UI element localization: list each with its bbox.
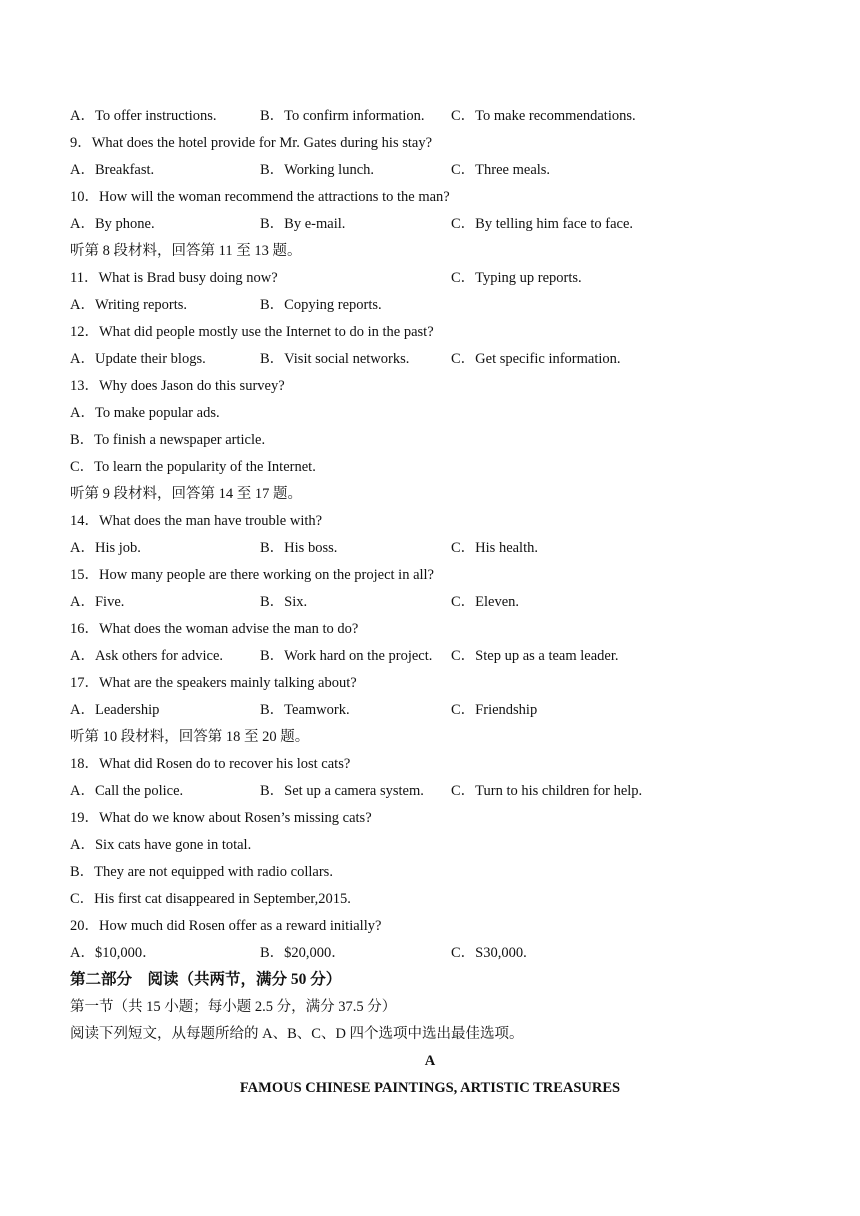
question-10: 10．How will the woman recommend the attractions to the man? <box>70 189 450 205</box>
option-c: C．His health. <box>451 540 538 556</box>
option-c: C．S30,000. <box>451 945 527 961</box>
passage-title: FAMOUS CHINESE PAINTINGS, ARTISTIC TREASURES <box>239 1080 621 1096</box>
question-text: 11．What is Brad busy doing now? <box>70 270 278 286</box>
option-b: B．By e-mail. <box>260 216 346 232</box>
option-a: A．Five. <box>70 594 125 610</box>
option-a: A．His job. <box>70 540 141 556</box>
option-b: B．Six. <box>260 594 308 610</box>
option-a: A．Ask others for advice. <box>70 648 224 664</box>
option-b-13: B．To finish a newspaper article. <box>70 432 266 448</box>
option-c: C．Turn to his children for help. <box>451 783 643 799</box>
option-c: C．Get specific information. <box>451 351 621 367</box>
option-a: A．To offer instructions. <box>70 108 217 124</box>
option-b-19: B．They are not equipped with radio collars. <box>70 864 333 880</box>
question-19: 19．What do we know about Rosen’s missing cats? <box>70 810 372 826</box>
question-20: 20．How much did Rosen offer as a reward initially? <box>70 918 382 934</box>
option-a: A．Update their blogs. <box>70 351 206 367</box>
option-a: A．Writing reports. <box>70 297 188 313</box>
option-b: B．Teamwork. <box>260 702 350 718</box>
option-a: A．Call the police. <box>70 783 184 799</box>
option-a: A．By phone. <box>70 216 155 232</box>
option-c-19: C．His first cat disappeared in September,2015. <box>70 891 351 907</box>
question-13: 13．Why does Jason do this survey? <box>70 378 285 394</box>
option-b: B．Visit social networks. <box>260 351 410 367</box>
question-9: 9．What does the hotel provide for Mr. Gates during his stay? <box>70 135 433 151</box>
option-a-13: A．To make popular ads. <box>70 405 220 421</box>
option-a: A．$10,000． <box>70 945 157 961</box>
option-c: C．By telling him face to face. <box>451 216 634 232</box>
option-c: C．Three meals. <box>451 162 551 178</box>
option-c: C．Friendship <box>451 702 538 718</box>
option-b: B．Work hard on the project. <box>260 648 433 664</box>
option-b: B．His boss. <box>260 540 338 556</box>
option-a-19: A．Six cats have gone in total. <box>70 837 252 853</box>
listening-instruction-9: 听第 9 段材料，回答第 14 至 17 题。 <box>70 486 302 502</box>
option-a: A．Breakfast. <box>70 162 155 178</box>
option-c: C．Eleven. <box>451 594 520 610</box>
option-c: C．Step up as a team leader. <box>451 648 619 664</box>
option-c-13: C．To learn the popularity of the Internet. <box>70 459 316 475</box>
option-a: A．Leadership <box>70 702 160 718</box>
question-18: 18．What did Rosen do to recover his lost cats? <box>70 756 351 772</box>
option-b: B．To confirm information. <box>260 108 425 124</box>
listening-instruction-8: 听第 8 段材料，回答第 11 至 13 题。 <box>70 243 302 259</box>
question-17: 17．What are the speakers mainly talking about? <box>70 675 357 691</box>
option-c: C．To make recommendations. <box>451 108 636 124</box>
question-15: 15．How many people are there working on the project in all? <box>70 567 434 583</box>
question-14: 14．What does the man have trouble with? <box>70 513 323 529</box>
option-b: B．Copying reports. <box>260 297 382 313</box>
option-b: B．Set up a camera system. <box>260 783 424 799</box>
question-12: 12．What did people mostly use the Internet to do in the past? <box>70 324 434 340</box>
section-heading-reading: 第二部分 阅读（共两节，满分 50 分） <box>70 971 342 988</box>
listening-instruction-10: 听第 10 段材料，回答第 18 至 20 题。 <box>70 729 310 745</box>
passage-label: A <box>424 1053 436 1069</box>
option-b: B．$20,000． <box>260 945 346 961</box>
subsection-heading: 第一节（共 15 小题；每小题 2.5 分，满分 37.5 分） <box>70 999 397 1015</box>
reading-instruction: 阅读下列短文，从每题所给的 A、B、C、D 四个选项中选出最佳选项。 <box>70 1026 524 1042</box>
option-c: C．Typing up reports. <box>451 270 582 286</box>
question-16: 16．What does the woman advise the man to do? <box>70 621 359 637</box>
option-b: B．Working lunch. <box>260 162 375 178</box>
